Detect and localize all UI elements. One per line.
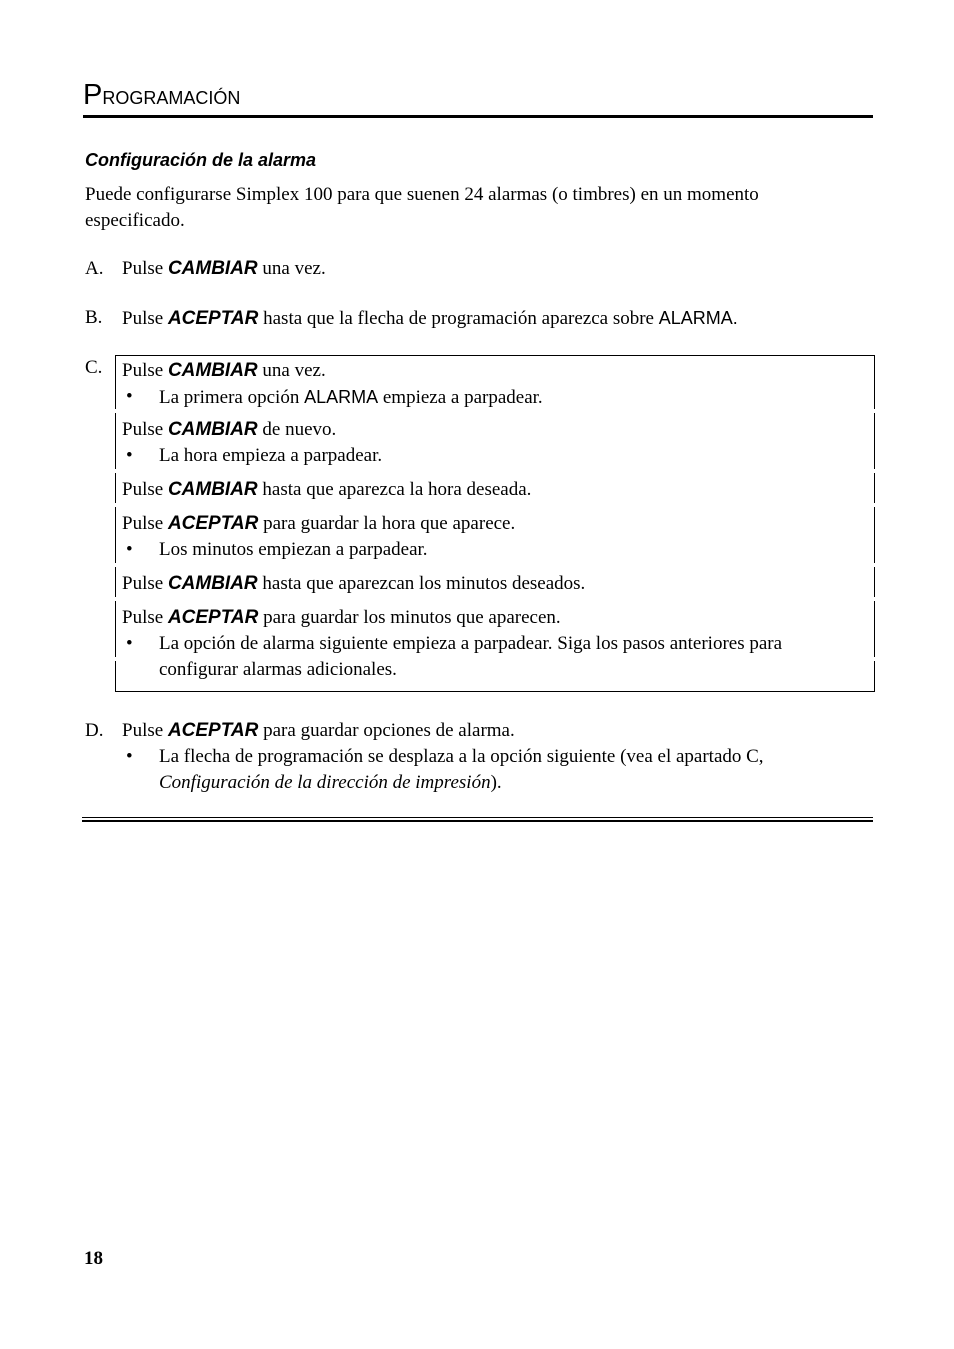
footer-rule-thin xyxy=(82,817,873,818)
step-d-post: para guardar opciones de alarma. xyxy=(263,720,515,741)
row-5-instruction xyxy=(122,571,862,597)
row-4-instruction xyxy=(122,511,862,537)
page-header xyxy=(83,78,873,114)
header-title-initial: P xyxy=(83,79,103,111)
row-5-key: CAMBIAR xyxy=(167,573,258,594)
footer-rule-thick xyxy=(82,820,873,822)
row-1-instruction xyxy=(122,358,862,384)
step-c-row-2 xyxy=(122,417,862,469)
step-c-table xyxy=(115,355,875,692)
row-3-post: hasta que aparezca la hora deseada. xyxy=(262,479,532,500)
step-d-bullet-ref: Configuración de la dirección de impresión xyxy=(159,772,491,793)
step-c-letter: C. xyxy=(85,357,103,378)
border-gap xyxy=(115,469,116,473)
row-2-pre: Pulse xyxy=(122,419,164,440)
border-gap xyxy=(115,563,116,567)
row-6-post: para guardar los minutos que aparecen. xyxy=(263,607,561,628)
step-b-text xyxy=(122,305,738,332)
bullet-icon: • xyxy=(126,539,133,560)
step-b-key: ACEPTAR xyxy=(167,308,259,329)
step-d-bullet xyxy=(122,744,879,796)
step-c-row-4 xyxy=(122,511,862,563)
row-1-key: CAMBIAR xyxy=(167,360,258,381)
border-gap xyxy=(874,657,875,661)
row-1-bullet-display: ALARMA xyxy=(304,387,379,407)
step-d-text xyxy=(122,718,515,744)
row-5-pre: Pulse xyxy=(122,573,164,594)
step-c-row-5 xyxy=(122,571,862,597)
step-a-pre: Pulse xyxy=(122,258,164,279)
row-6-bullet-line2: configurar alarmas adicionales. xyxy=(159,659,397,680)
step-b-display: ALARMA. xyxy=(658,308,738,328)
border-gap xyxy=(874,503,875,507)
row-4-bullet xyxy=(122,537,862,563)
step-c-row-3 xyxy=(122,477,862,503)
step-a-key: CAMBIAR xyxy=(167,258,258,279)
step-c-row-6 xyxy=(122,605,862,683)
step-d-bullet-line1: La flecha de programación se desplaza a la opción siguiente (vea el apartado C, xyxy=(159,746,764,767)
header-title xyxy=(83,78,873,114)
header-rule xyxy=(83,115,873,118)
row-1-bullet-post: empieza a parpadear. xyxy=(382,387,543,408)
step-c-row-1 xyxy=(122,358,862,411)
step-a xyxy=(85,256,845,282)
step-b-post: hasta que la flecha de programación aparezca sobre xyxy=(263,308,654,329)
row-6-pre: Pulse xyxy=(122,607,164,628)
row-2-bullet xyxy=(122,443,862,469)
step-c xyxy=(85,355,115,381)
section-intro: Puede configurarse Simplex 100 para que suenen 24 alarmas (o timbres) en un momento especificado. xyxy=(85,184,759,231)
row-4-bullet-text: Los minutos empiezan a parpadear. xyxy=(159,539,428,560)
row-2-post: de nuevo. xyxy=(262,419,337,440)
row-3-instruction xyxy=(122,477,862,503)
row-3-key: CAMBIAR xyxy=(167,479,258,500)
row-6-bullet xyxy=(122,631,862,683)
border-gap xyxy=(115,657,116,661)
border-gap xyxy=(874,597,875,601)
page-number: 18 xyxy=(84,1248,103,1269)
row-2-instruction xyxy=(122,417,862,443)
row-6-instruction xyxy=(122,605,862,631)
border-gap xyxy=(874,469,875,473)
row-1-post: una vez. xyxy=(262,360,326,381)
step-d-bullet-end: ). xyxy=(490,772,502,793)
bullet-icon: • xyxy=(126,633,133,654)
step-b-letter: B. xyxy=(85,307,103,328)
bullet-icon: • xyxy=(126,445,133,466)
bullet-icon: • xyxy=(126,746,133,767)
border-gap xyxy=(115,597,116,601)
step-d-pre: Pulse xyxy=(122,720,164,741)
border-gap xyxy=(874,563,875,567)
row-5-post: hasta que aparezcan los minutos deseados. xyxy=(262,573,586,594)
border-gap xyxy=(874,409,875,413)
row-2-bullet-text: La hora empieza a parpadear. xyxy=(159,445,383,466)
row-4-pre: Pulse xyxy=(122,513,164,534)
bullet-icon: • xyxy=(126,386,133,407)
step-d-letter: D. xyxy=(85,720,104,741)
border-gap xyxy=(115,503,116,507)
step-a-letter: A. xyxy=(85,258,104,279)
step-d-key: ACEPTAR xyxy=(167,720,259,741)
section-heading: Configuración de la alarma xyxy=(85,150,317,170)
border-gap xyxy=(115,409,116,413)
row-6-key: ACEPTAR xyxy=(167,607,259,628)
step-a-post: una vez. xyxy=(262,258,326,279)
row-1-pre: Pulse xyxy=(122,360,164,381)
row-3-pre: Pulse xyxy=(122,479,164,500)
row-6-bullet-line1: La opción de alarma siguiente empieza a parpadear. Siga los pasos anteriores para xyxy=(159,633,783,654)
row-1-bullet xyxy=(122,384,862,411)
row-4-post: para guardar la hora que aparece. xyxy=(263,513,516,534)
step-d xyxy=(85,718,845,744)
step-b-pre: Pulse xyxy=(122,308,164,329)
row-4-key: ACEPTAR xyxy=(167,513,259,534)
step-a-text xyxy=(122,256,326,282)
row-1-bullet-pre: La primera opción xyxy=(159,387,300,408)
row-2-key: CAMBIAR xyxy=(167,419,258,440)
step-b xyxy=(85,305,845,331)
header-title-rest: ROGRAMACIÓN xyxy=(102,88,241,108)
